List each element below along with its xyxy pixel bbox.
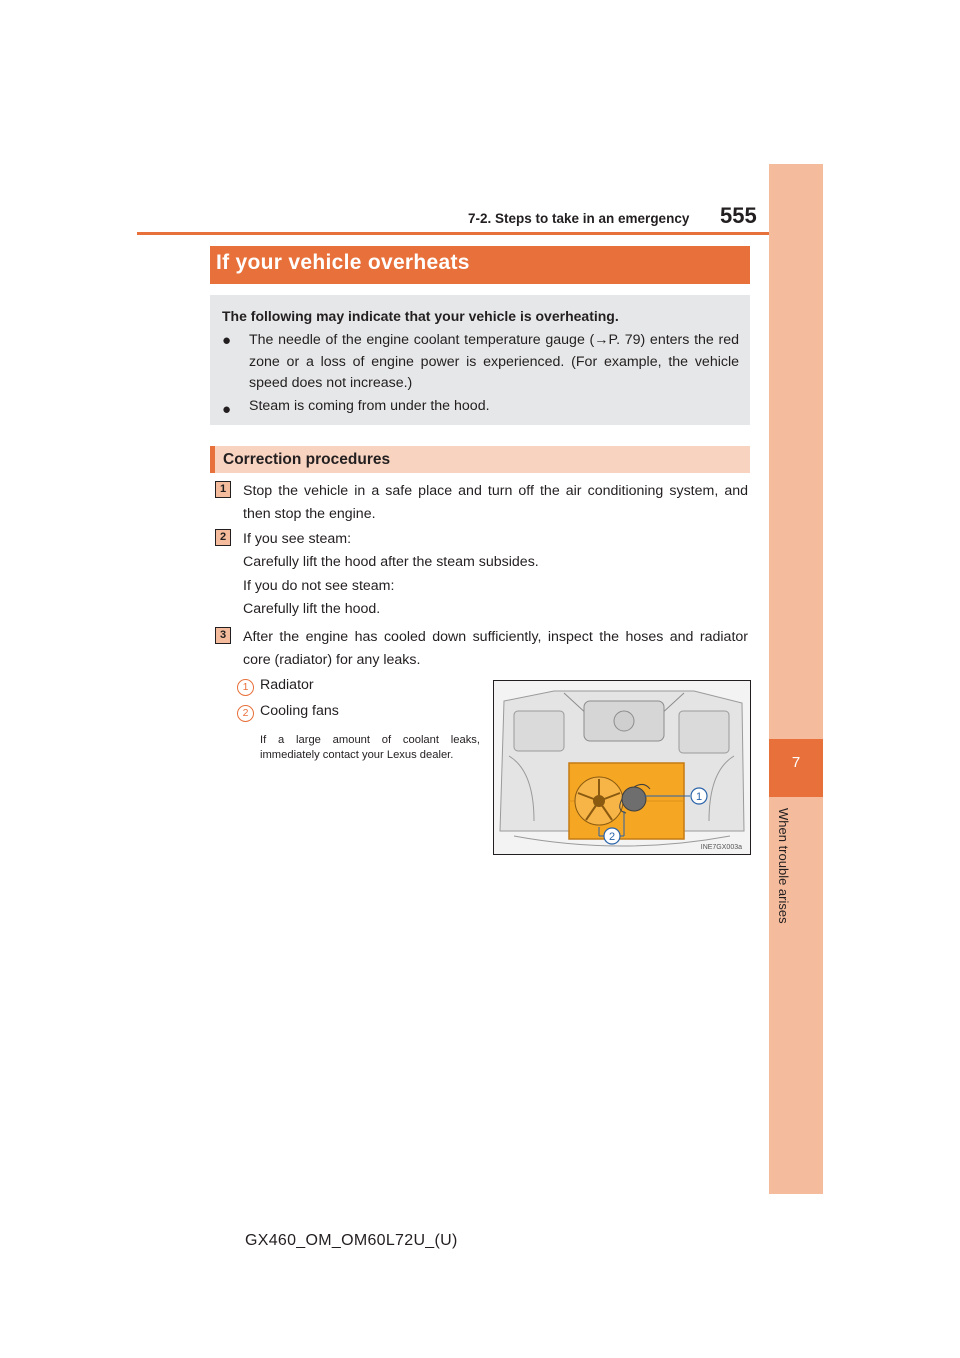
running-header-section: 7-2. Steps to take in an emergency [468, 211, 690, 226]
step-2-line-2: Carefully lift the hood after the steam subsides. [243, 554, 539, 570]
step-number-1: 1 [215, 481, 231, 498]
figure-callout-2: 2 [608, 831, 616, 843]
header-rule [137, 232, 823, 235]
engine-bay-illustration [493, 680, 751, 855]
step-2-line-1: If you see steam: [243, 531, 352, 547]
info-intro: The following may indicate that your vehicle is overheating. [222, 308, 619, 324]
coolant-leak-note: If a large amount of coolant leaks, immediately contact your Lexus dealer. [260, 734, 480, 761]
page-title: If your vehicle overheats [216, 251, 470, 274]
step-number-3: 3 [215, 627, 231, 644]
step-3-text: After the engine has cooled down sufficiently, inspect the hoses and radiator core (radiator) for any leaks. [243, 629, 748, 668]
chapter-number: 7 [791, 754, 801, 771]
bullet-icon: ● [222, 332, 232, 349]
section-heading: Correction procedures [223, 451, 391, 468]
figure-code: INE7GX003a [700, 844, 742, 851]
step-2-line-3: If you do not see steam: [243, 578, 395, 594]
step-number-2: 2 [215, 529, 231, 546]
step-2-line-4: Carefully lift the hood. [243, 601, 381, 617]
document-code: GX460_OM_OM60L72U_(U) [245, 1232, 458, 1249]
chapter-side-strip [769, 164, 823, 1194]
callout-1-label: Radiator [260, 677, 314, 693]
bullet-icon: ● [222, 401, 232, 418]
callout-2-label: Cooling fans [260, 703, 339, 719]
info-bullet-2: Steam is coming from under the hood. [249, 398, 490, 414]
figure-callout-1: 1 [695, 791, 703, 803]
info-bullet-1: The needle of the engine coolant temperature gauge (→P. 79) enters the red zone or a loss of engine power is experienced. (For example, the vehicle speed does not increase.) [249, 332, 739, 391]
callout-2-icon: 2 [237, 705, 254, 722]
section-header-accent [210, 446, 215, 473]
chapter-label: When trouble arises [776, 808, 791, 924]
step-1-text: Stop the vehicle in a safe place and turn off the air conditioning system, and then stop the engine. [243, 483, 748, 522]
page-number: 555 [720, 203, 757, 228]
callout-1-icon: 1 [237, 679, 254, 696]
